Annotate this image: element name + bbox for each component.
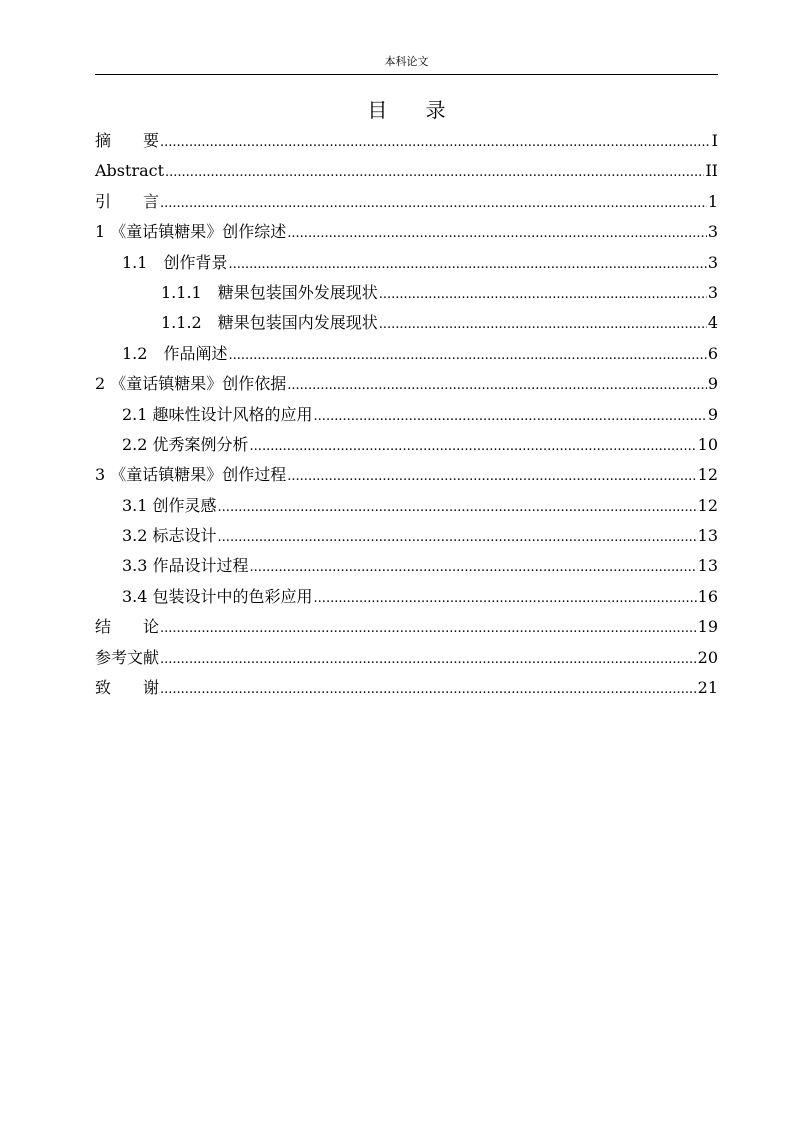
toc-entry-page-number: 3 [707,252,718,272]
toc-entry[interactable] [95,156,718,186]
toc-leader-dots [218,491,697,523]
toc-entry-page-number: 13 [697,556,718,576]
toc-entry[interactable] [95,491,718,521]
toc-entry-page-number: 6 [707,343,718,363]
toc-entry-page-number: II [705,161,718,181]
toc-entry-page-number: 21 [697,678,718,698]
toc-entry-label: 3 《童话镇糖果》创作过程 [95,465,287,485]
toc-entry-page-number: 16 [697,586,718,606]
toc-entry[interactable] [95,339,718,369]
toc-entry[interactable] [95,582,718,612]
toc-leader-dots [160,612,697,644]
toc-leader-dots [314,582,697,614]
toc-entry[interactable] [95,521,718,551]
toc-title: 目 录 [367,98,446,122]
toc-entry-label: 1.2 作品阐述 [122,343,228,363]
toc-entry-page-number: 3 [707,282,718,302]
toc-leader-dots [228,339,706,371]
toc-leader-dots [287,217,707,249]
toc-entry-page-number: 13 [697,526,718,546]
toc-entry-label: 致 谢 [95,678,160,698]
toc-entry-page-number: 12 [697,465,718,485]
toc-entry[interactable] [95,673,718,703]
toc-entry-label: 2 《童话镇糖果》创作依据 [95,374,287,394]
toc-entry-page-number: 9 [707,374,718,394]
toc-entry[interactable] [95,551,718,581]
toc-leader-dots [314,400,707,432]
toc-entry[interactable] [95,217,718,247]
toc-entry-label: 3.2 标志设计 [122,526,217,546]
page-header [95,54,718,75]
toc-leader-dots [160,643,697,675]
toc-entry-label: 3.1 创作灵感 [122,495,217,515]
toc-entry-label: 3.3 作品设计过程 [122,556,249,576]
toc-entry[interactable] [95,612,718,642]
toc-entry[interactable] [95,460,718,490]
table-of-contents [95,126,718,703]
toc-leader-dots [160,187,707,219]
toc-entry[interactable] [95,126,718,156]
toc-entry-page-number: 12 [697,495,718,515]
toc-leader-dots [160,673,697,705]
toc-leader-dots [287,369,707,401]
toc-entry[interactable] [95,430,718,460]
toc-leader-dots [228,248,706,280]
toc-entry-label: 2.2 优秀案例分析 [122,434,249,454]
toc-entry-label: 1 《童话镇糖果》创作综述 [95,222,287,242]
toc-entry[interactable] [95,187,718,217]
toc-entry-page-number: 20 [697,647,718,667]
toc-entry[interactable] [95,248,718,278]
toc-entry-label: 1.1.2 糖果包装国内发展现状 [161,313,378,333]
toc-leader-dots [218,521,697,553]
toc-entry-label: 摘 要 [95,131,160,150]
toc-entry-label: 2.1 趣味性设计风格的应用 [122,404,313,424]
header-text: 本科论文 [384,55,429,68]
toc-entry[interactable] [95,278,718,308]
toc-entry-page-number: 3 [707,222,718,242]
toc-entry-label: 3.4 包装设计中的色彩应用 [122,586,313,606]
toc-leader-dots [287,460,696,492]
toc-entry[interactable] [95,643,718,673]
toc-leader-dots [160,126,711,158]
toc-entry-label: 引 言 [95,191,160,211]
toc-entry[interactable] [95,400,718,430]
toc-leader-dots [250,430,697,462]
toc-leader-dots [250,551,697,583]
toc-leader-dots [379,278,707,310]
toc-entry-label: Abstract [95,161,165,181]
toc-entry-label: 结 论 [95,617,160,637]
toc-entry-label: 参考文献 [95,647,160,667]
toc-entry-page-number: 9 [707,404,718,424]
toc-entry-page-number: 4 [707,313,718,333]
toc-entry[interactable] [95,308,718,338]
toc-entry-page-number: 1 [707,191,718,211]
toc-entry-label: 1.1 创作背景 [122,252,228,272]
toc-entry-page-number: 19 [697,617,718,637]
toc-entry-page-number: 10 [697,434,718,454]
toc-entry[interactable] [95,369,718,399]
toc-leader-dots [165,156,704,188]
toc-entry-label: 1.1.1 糖果包装国外发展现状 [161,282,378,302]
toc-leader-dots [379,308,707,340]
toc-entry-page-number: I [711,131,718,150]
